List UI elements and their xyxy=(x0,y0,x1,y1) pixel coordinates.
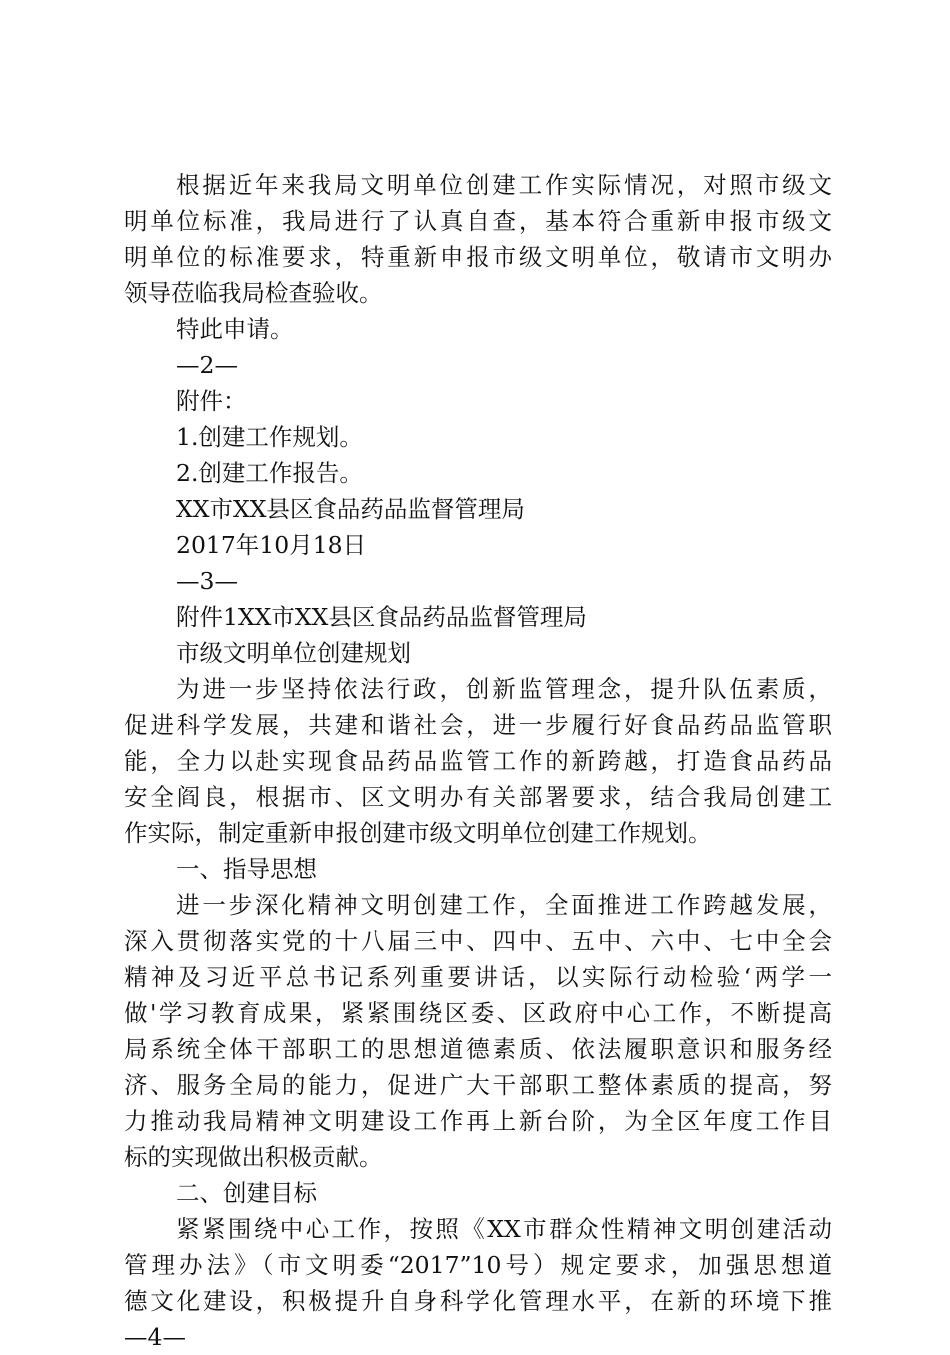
paragraph-line: 标的实现做出积极贡献。 xyxy=(124,1143,383,1171)
paragraph-line: 局系统全体干部职工的思想道德素质、依法履职意识和服务经 xyxy=(124,1035,832,1063)
paragraph-line: 安全阎良，根据市、区文明办有关部署要求，结合我局创建工 xyxy=(124,783,832,811)
paragraph-line: 精神及习近平总书记系列重要讲话，以实际行动检验‘两学一 xyxy=(124,963,832,991)
closing-line: 特此申请。 xyxy=(176,315,294,343)
attachment-title: 附件1XX市XX县区食品药品监督管理局 xyxy=(176,603,587,631)
paragraph-line: 能，全力以赴实现食品药品监管工作的新跨越，打造食品药品 xyxy=(124,747,832,775)
paragraph-line: 进一步深化精神文明创建工作，全面推进工作跨越发展， xyxy=(176,891,832,919)
section-heading: 二、创建目标 xyxy=(176,1179,317,1207)
paragraph-line: 深入贯彻落实党的十八届三中、四中、五中、六中、七中全会 xyxy=(124,927,832,955)
paragraph-line: 领导莅临我局检查验收。 xyxy=(124,279,383,307)
paragraph-line: 力推动我局精神文明建设工作再上新台阶，为全区年度工作目 xyxy=(124,1107,832,1135)
attachment-item: 1.创建工作规划。 xyxy=(176,423,363,451)
attachment-heading: 附件： xyxy=(176,387,247,415)
section-heading: 一、指导思想 xyxy=(176,855,317,883)
paragraph-line: 德文化建设，积极提升自身科学化管理水平，在新的环境下推 xyxy=(124,1287,832,1315)
paragraph-line: 明单位标准，我局进行了认真自查，基本符合重新申报市级文 xyxy=(124,207,832,235)
paragraph-line: 济、服务全局的能力，促进广大干部职工整体素质的提高，努 xyxy=(124,1071,832,1099)
paragraph-line: 管理办法》（市文明委“2017”10号）规定要求，加强思想道 xyxy=(124,1251,832,1279)
page-number: —3— xyxy=(176,567,238,595)
paragraph-line: 明单位的标准要求，特重新申报市级文明单位，敬请市文明办 xyxy=(124,243,832,271)
plan-title: 市级文明单位创建规划 xyxy=(176,639,411,667)
paragraph-line: 促进科学发展，共建和谐社会，进一步履行好食品药品监管职 xyxy=(124,711,832,739)
paragraph-line: 紧紧围绕中心工作，按照《XX市群众性精神文明创建活动 xyxy=(176,1215,832,1243)
paragraph-line: 作实际，制定重新申报创建市级文明单位创建工作规划。 xyxy=(124,819,712,847)
document-page xyxy=(124,167,832,1355)
attachment-item: 2.创建工作报告。 xyxy=(176,459,363,487)
paragraph-line: 根据近年来我局文明单位创建工作实际情况，对照市级文 xyxy=(176,171,832,199)
paragraph-line: 做'学习教育成果，紧紧围绕区委、区政府中心工作，不断提高 xyxy=(124,999,832,1027)
signature-organization: XX市XX县区食品药品监督管理局 xyxy=(176,495,525,523)
page-number: —4— xyxy=(124,1323,186,1351)
page-number: —2— xyxy=(176,351,238,379)
paragraph-line: 为进一步坚持依法行政，创新监管理念，提升队伍素质， xyxy=(176,675,832,703)
signature-date: 2017年10月18日 xyxy=(176,531,367,559)
